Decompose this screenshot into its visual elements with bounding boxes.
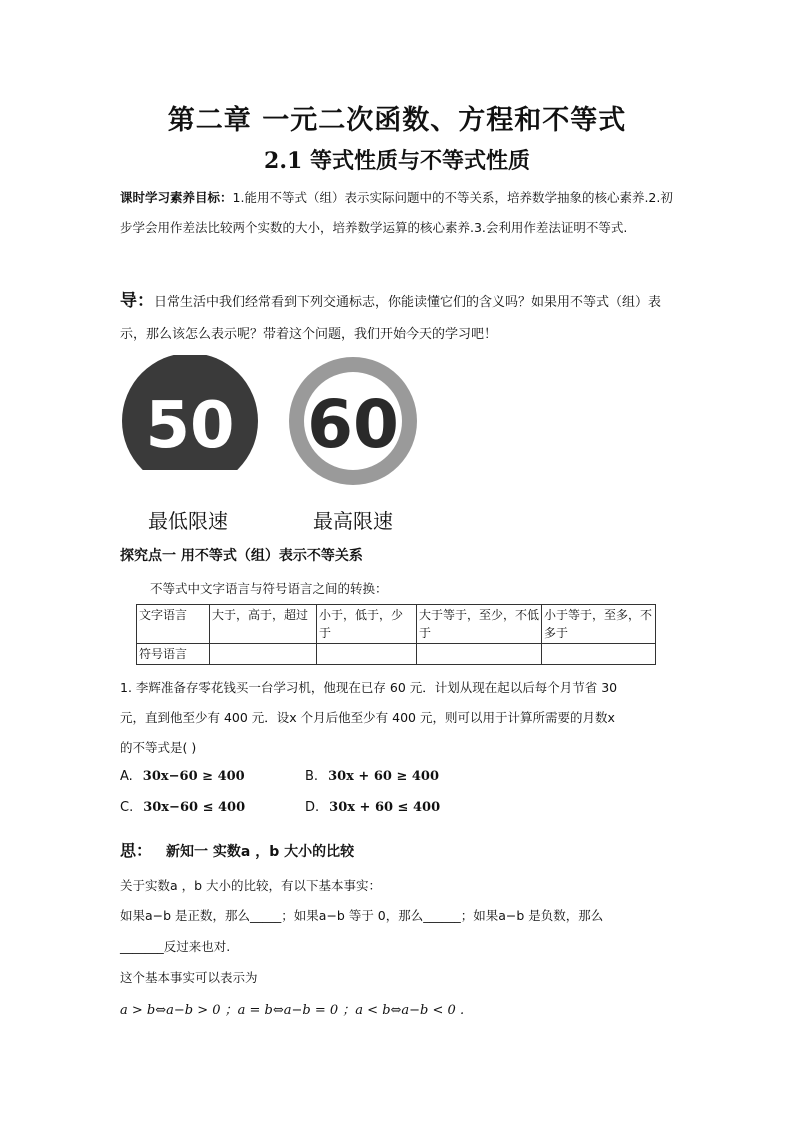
table-cell — [542, 644, 656, 665]
table-cell: 符号语言 — [137, 644, 210, 665]
option-b[interactable] — [305, 769, 439, 784]
table-cell: 文字语言 — [137, 605, 210, 644]
option-label: A. — [120, 769, 133, 784]
goals-text: 1.能用不等式（组）表示实际问题中的不等关系，培养数学抽象的核心素养.2.初步学会用作差法比较两个实数的大小，培养数学运算的核心素养.3.会利用作差法证明不等式. — [120, 190, 673, 235]
max-speed-number: 60 — [307, 386, 399, 463]
option-text: 30x−60 ≤ 400 — [143, 800, 246, 815]
option-label: B. — [305, 769, 319, 784]
option-text: 30x + 60 ≥ 400 — [328, 769, 440, 784]
question1-line1: 1. 李辉准备存零花钱买一台学习机，他现在已存 60 元．计划从现在起以后每个月节省 30 — [120, 680, 618, 695]
option-text: 30x−60 ≥ 400 — [142, 769, 245, 784]
min-speed-number: 50 — [145, 389, 235, 463]
question1-line3: 的不等式是( ) — [120, 740, 197, 755]
section2-line3: _______反过来也对. — [120, 939, 231, 954]
section2-heading — [120, 838, 354, 861]
chapter-title: 第二章 一元二次函数、方程和不等式 — [167, 105, 627, 136]
max-speed-caption: 最高限速 — [313, 509, 393, 533]
section2-line1: 关于实数a ，b 大小的比较，有以下基本事实： — [120, 878, 382, 893]
goals-label: 课时学习素养目标： — [120, 190, 233, 205]
table-caption: 不等式中文字语言与符号语言之间的转换： — [150, 581, 388, 596]
section-title: 2.1 等式性质与不等式性质 — [264, 148, 530, 174]
option-label: D. — [305, 800, 320, 815]
table-cell: 小于等于，至多，不多于 — [542, 605, 656, 644]
option-label: C. — [120, 800, 134, 815]
option-text: 30x + 60 ≤ 400 — [329, 800, 441, 815]
intro-paragraph — [120, 285, 680, 351]
question1-line2: 元，直到他至少有 400 元．设x 个月后他至少有 400 元，则可以用于计算所需要的月数x — [120, 710, 615, 725]
table-cell — [417, 644, 542, 665]
option-d[interactable] — [305, 800, 440, 815]
table-row — [137, 644, 656, 665]
intro-label: 导： — [120, 291, 154, 311]
learning-goals — [120, 183, 680, 243]
section2-line4: 这个基本事实可以表示为 — [120, 970, 258, 985]
section2-line2: 如果a−b 是正数，那么_____；如果a−b 等于 0，那么______；如果a−b 是负数，那么 — [120, 908, 604, 923]
min-speed-sign — [118, 355, 263, 480]
table-cell — [210, 644, 317, 665]
comparison-formula: a > b⇔a−b > 0 ；a = b⇔a−b = 0 ；a < b⇔a−b < 0 . — [120, 1003, 465, 1018]
table-cell — [317, 644, 417, 665]
option-a[interactable] — [120, 769, 245, 784]
section2-label: 思： — [120, 841, 153, 860]
section2-title: 新知一 实数a ，b 大小的比较 — [166, 844, 355, 860]
table-cell: 大于等于，至少，不低于 — [417, 605, 542, 644]
table-cell: 大于，高于，超过 — [210, 605, 317, 644]
section1-heading: 探究点一 用不等式（组）表示不等关系 — [120, 548, 363, 564]
table-row — [137, 605, 656, 644]
min-speed-caption: 最低限速 — [148, 509, 228, 533]
conversion-table — [136, 604, 656, 665]
max-speed-sign — [283, 355, 425, 485]
intro-text: 日常生活中我们经常看到下列交通标志，你能读懂它们的含义吗？如果用不等式（组）表示，那么该怎么表示呢？带着这个问题，我们开始今天的学习吧！ — [120, 295, 662, 342]
table-cell: 小于，低于，少于 — [317, 605, 417, 644]
option-c[interactable] — [120, 800, 245, 815]
